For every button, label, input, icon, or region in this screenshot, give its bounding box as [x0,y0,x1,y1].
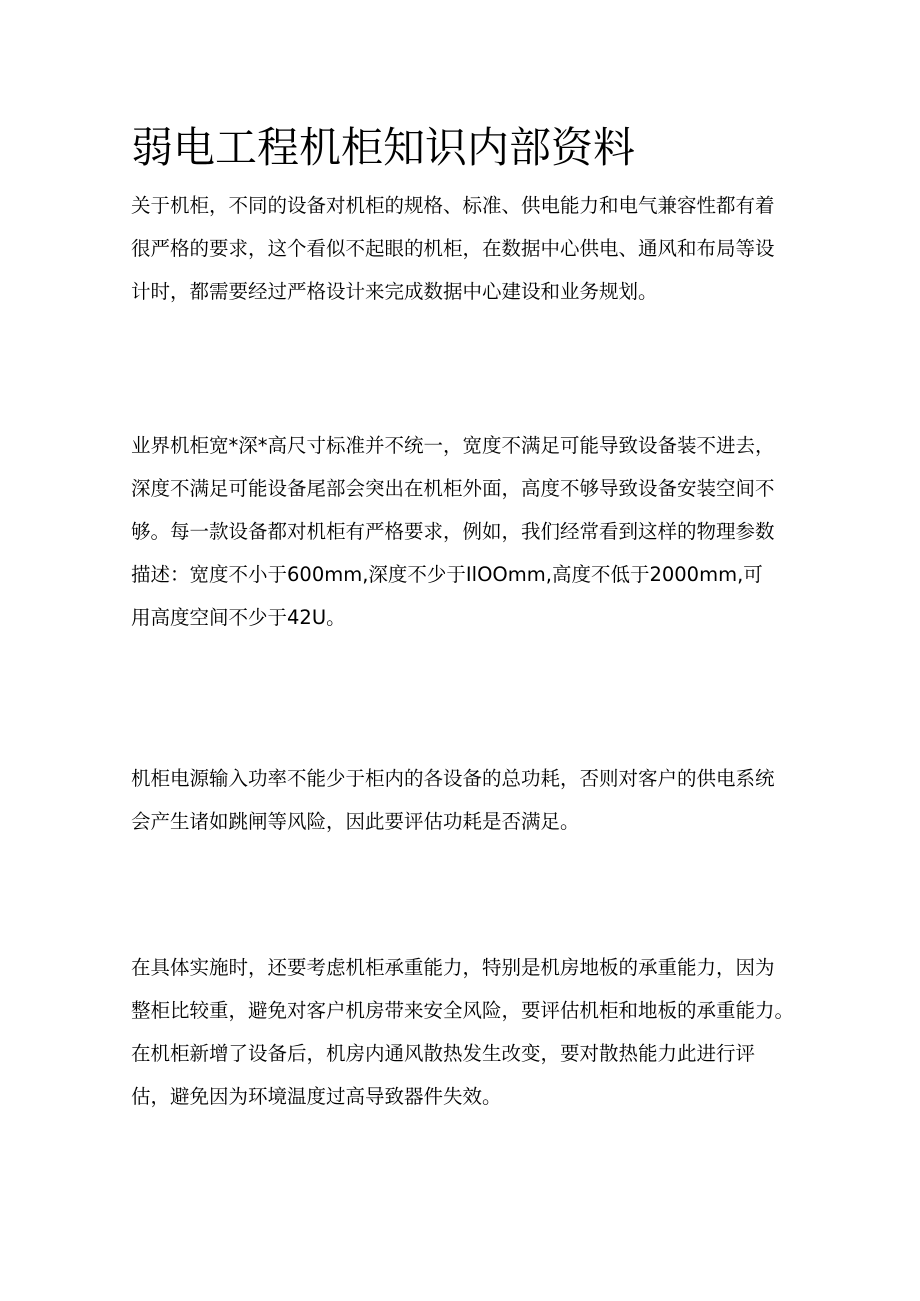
paragraph-line: 估，避免因为环境温度过高导致器件失效。 [131,1085,502,1108]
paragraph-line: 描述：宽度不小于600mm,深度不少于IlOOmm,高度不低于2000mm,可 [131,563,763,586]
paragraph-cabinet-dimensions [131,424,795,639]
paragraph-cabinet-intro [131,184,795,313]
paragraph-line: 够。每一款设备都对机柜有严格要求，例如，我们经常看到这样的物理参数 [131,520,775,543]
paragraph-line: 在机柜新增了设备后，机房内通风散热发生改变，要对散热能力此进行评 [131,1042,756,1065]
paragraph-cabinet-load-bearing [131,946,795,1118]
paragraph-line: 在具体实施时，还要考虑机柜承重能力，特别是机房地板的承重能力，因为 [131,956,775,979]
document-title: 弱电工程机柜知识内部资料 [131,123,636,172]
paragraph-line: 关于机柜，不同的设备对机柜的规格、标准、供电能力和电气兼容性都有着 [131,194,775,217]
paragraph-line: 会产生诸如跳闸等风险，因此要评估功耗是否满足。 [131,810,580,833]
paragraph-cabinet-power [131,757,795,843]
paragraph-line: 计时，都需要经过严格设计来完成数据中心建设和业务规划。 [131,280,658,303]
paragraph-line: 机柜电源输入功率不能少于柜内的各设备的总功耗，否则对客户的供电系统 [131,767,775,790]
paragraph-line: 用高度空间不少于42U。 [131,606,346,629]
paragraph-line: 业界机柜宽*深*高尺寸标准并不统一，宽度不满足可能导致设备装不进去， [131,434,775,457]
paragraph-line: 整柜比较重，避免对客户机房带来安全风险，要评估机柜和地板的承重能力。 [131,999,795,1022]
paragraph-line: 深度不满足可能设备尾部会突出在机柜外面，高度不够导致设备安装空间不 [131,477,775,500]
paragraph-line: 很严格的要求，这个看似不起眼的机柜，在数据中心供电、通风和布局等设 [131,237,775,260]
